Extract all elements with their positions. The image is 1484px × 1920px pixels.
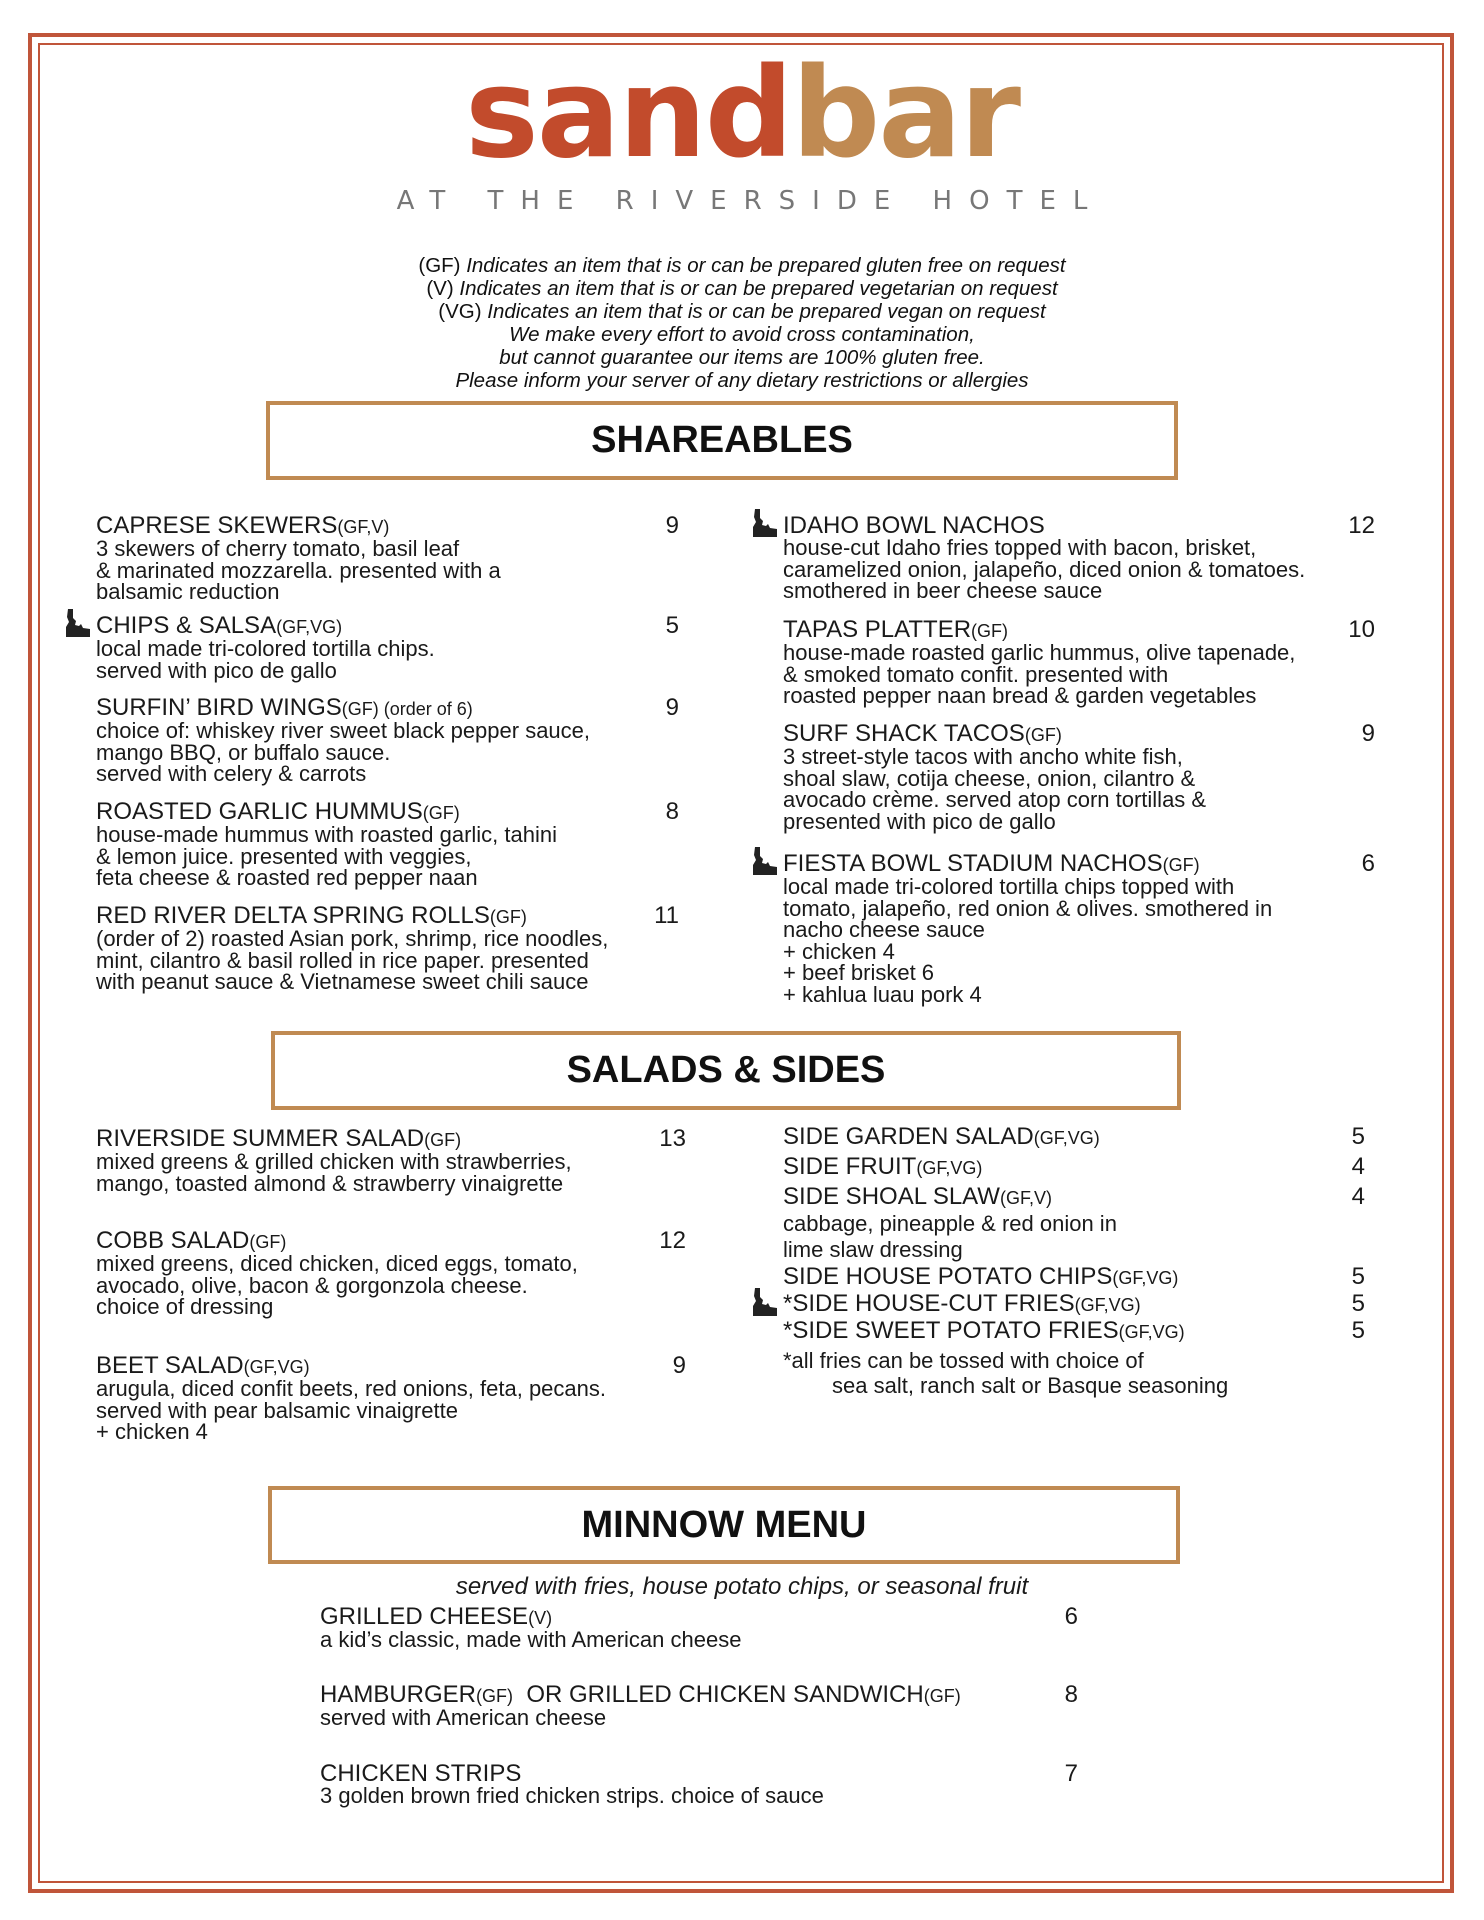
section-shareables: SHAREABLES bbox=[266, 401, 1178, 480]
item-name bbox=[96, 612, 343, 639]
item-description: + chicken 4 bbox=[96, 1419, 208, 1444]
item-description: smothered in beer cheese sauce bbox=[783, 578, 1103, 603]
item-header bbox=[96, 902, 679, 929]
item-description: a kid’s classic, made with American cheese bbox=[320, 1627, 742, 1652]
item-header bbox=[96, 1125, 686, 1152]
item-price: 12 bbox=[659, 1227, 686, 1254]
menu-item bbox=[96, 512, 679, 604]
item-description: feta cheese & roasted red pepper naan bbox=[96, 865, 478, 890]
menu-item bbox=[96, 612, 679, 683]
item-description: nacho cheese sauce bbox=[783, 917, 985, 942]
item-name bbox=[96, 512, 390, 539]
item-title: SURFIN’ BIRD WINGS bbox=[96, 694, 342, 721]
item-name bbox=[783, 1155, 982, 1180]
item-name bbox=[783, 1292, 1141, 1317]
item-title: SIDE GARDEN SALAD bbox=[783, 1123, 1034, 1150]
dietary-tag: (GF) bbox=[424, 1130, 462, 1150]
dietary-tag: (GF) bbox=[249, 1232, 287, 1252]
item-header bbox=[96, 512, 679, 539]
item-title: *SIDE HOUSE-CUT FRIES bbox=[783, 1290, 1075, 1317]
dietary-tag: (GF,VG) bbox=[243, 1357, 310, 1377]
item-title: CHIPS & SALSA bbox=[96, 612, 277, 639]
item-description: house-made roasted garlic hummus, olive tapenade, bbox=[783, 640, 1296, 665]
menu-item bbox=[320, 1603, 1078, 1652]
side-item bbox=[783, 1319, 1365, 1344]
item-name bbox=[783, 1319, 1185, 1344]
item-price: 6 bbox=[1064, 1603, 1078, 1630]
item-name bbox=[783, 512, 1045, 539]
item-title: SIDE FRUIT bbox=[783, 1153, 917, 1180]
menu-item bbox=[320, 1681, 1078, 1730]
menu-item bbox=[783, 512, 1375, 603]
item-description: + kahlua luau pork 4 bbox=[783, 981, 982, 1007]
item-title: SIDE HOUSE POTATO CHIPS bbox=[783, 1263, 1113, 1290]
menu-item bbox=[783, 850, 1375, 1007]
item-header bbox=[783, 850, 1375, 877]
item-description: mixed greens, diced chicken, diced eggs, tomato, bbox=[96, 1251, 578, 1276]
dietary-tag: (GF,V) bbox=[337, 517, 390, 537]
item-price: 9 bbox=[672, 1352, 686, 1379]
item-name bbox=[96, 1227, 287, 1254]
item-name bbox=[783, 850, 1200, 877]
item-header bbox=[96, 612, 679, 639]
item-description: lime slaw dressing bbox=[783, 1237, 963, 1262]
item-title: BEET SALAD bbox=[96, 1352, 244, 1379]
dietary-tag: (GF,V) bbox=[999, 1188, 1052, 1208]
item-description: & marinated mozzarella. presented with a bbox=[96, 557, 501, 583]
item-description: 3 golden brown fried chicken strips. choice of sauce bbox=[320, 1783, 824, 1808]
menu-item bbox=[783, 720, 1375, 834]
item-price: 8 bbox=[1064, 1681, 1078, 1708]
logo-subtitle: AT THE RIVERSIDE HOTEL bbox=[396, 186, 1105, 216]
item-price: 7 bbox=[1064, 1760, 1078, 1787]
item-title: FIESTA BOWL STADIUM NACHOS bbox=[783, 850, 1163, 877]
item-description: 3 street-style tacos with ancho white fish, bbox=[783, 744, 1183, 769]
item-header bbox=[96, 798, 679, 825]
item-price: 5 bbox=[1351, 1123, 1365, 1150]
menu-item bbox=[783, 616, 1375, 708]
item-price: 11 bbox=[654, 902, 679, 929]
item-title: COBB SALAD bbox=[96, 1227, 250, 1254]
menu-item bbox=[96, 902, 679, 994]
item-header bbox=[783, 720, 1375, 747]
item-description: tomato, jalapeño, red onion & olives. smothered in bbox=[783, 895, 1273, 921]
item-title: CAPRESE SKEWERS bbox=[96, 512, 338, 539]
idaho-icon bbox=[751, 1288, 777, 1316]
item-header bbox=[320, 1603, 1078, 1630]
item-header bbox=[320, 1760, 1078, 1787]
item-description: balsamic reduction bbox=[96, 579, 280, 604]
menu-item bbox=[96, 1227, 686, 1319]
item-price: 9 bbox=[665, 512, 679, 539]
dietary-tag: (V) bbox=[528, 1608, 553, 1628]
legend-line: (GF) Indicates an item that is or can be prepared gluten free on request bbox=[418, 254, 1066, 277]
item-description: served with celery & carrots bbox=[96, 761, 367, 786]
item-description: avocado, olive, bacon & gorgonzola cheese. bbox=[96, 1272, 528, 1298]
legend-line: Please inform your server of any dietary restrictions or allergies bbox=[455, 369, 1029, 392]
item-description: avocado crème. served atop corn tortillas & bbox=[783, 787, 1207, 812]
item-header bbox=[320, 1681, 1078, 1708]
item-description: local made tri-colored tortilla chips. bbox=[96, 636, 435, 661]
item-price: 5 bbox=[1351, 1290, 1365, 1317]
item-description: served with American cheese bbox=[320, 1705, 607, 1730]
idaho-icon bbox=[64, 609, 90, 637]
fries-note: sea salt, ranch salt or Basque seasoning bbox=[832, 1373, 1229, 1398]
item-name bbox=[783, 1125, 1100, 1150]
side-item bbox=[783, 1155, 1365, 1180]
logo-wordmark bbox=[0, 42, 1484, 186]
item-title: HAMBURGER bbox=[320, 1681, 477, 1708]
logo bbox=[0, 42, 1484, 216]
item-price: 5 bbox=[1351, 1263, 1365, 1290]
dietary-tag: (GF) bbox=[1024, 725, 1062, 745]
item-description: + chicken 4 bbox=[783, 938, 895, 964]
dietary-tag: (GF,VG) bbox=[276, 617, 343, 637]
legend-line: but cannot guarantee our items are 100% gluten free. bbox=[499, 346, 985, 369]
item-title: SURF SHACK TACOS bbox=[783, 720, 1025, 747]
dietary-tag: (GF,VG) bbox=[1074, 1295, 1141, 1315]
item-description: with peanut sauce & Vietnamese sweet chili sauce bbox=[96, 969, 589, 994]
dietary-legend bbox=[0, 254, 1484, 392]
dietary-tag: (GF,VG) bbox=[916, 1158, 983, 1178]
item-title: IDAHO BOWL NACHOS bbox=[783, 512, 1045, 539]
item-name bbox=[320, 1603, 553, 1630]
dietary-tag: (GF,VG) bbox=[1033, 1128, 1100, 1148]
logo-sand: sand bbox=[464, 42, 792, 186]
item-price: 10 bbox=[1348, 616, 1375, 643]
item-title: OR GRILLED CHICKEN SANDWICH bbox=[513, 1681, 924, 1708]
item-name bbox=[783, 1185, 1052, 1210]
idaho-icon bbox=[751, 847, 777, 875]
item-price: 9 bbox=[665, 694, 679, 721]
item-price: 4 bbox=[1351, 1153, 1365, 1180]
item-price: 12 bbox=[1348, 512, 1375, 539]
idaho-icon bbox=[751, 509, 777, 537]
item-name bbox=[320, 1760, 522, 1787]
item-description: mixed greens & grilled chicken with strawberries, bbox=[96, 1149, 572, 1174]
item-description: 3 skewers of cherry tomato, basil leaf bbox=[96, 536, 460, 561]
item-description: local made tri-colored tortilla chips topped with bbox=[783, 874, 1235, 899]
item-name bbox=[783, 1265, 1178, 1290]
item-description: house-cut Idaho fries topped with bacon, brisket, bbox=[783, 535, 1257, 560]
dietary-tag: (GF) (order of 6) bbox=[341, 699, 473, 719]
item-name bbox=[96, 798, 460, 825]
item-description: (order of 2) roasted Asian pork, shrimp, rice noodles, bbox=[96, 926, 609, 951]
legend-line: (VG) Indicates an item that is or can be prepared vegan on request bbox=[438, 300, 1046, 323]
dietary-tag: (GF) bbox=[971, 621, 1009, 641]
item-description: + beef brisket 6 bbox=[783, 960, 935, 985]
item-name bbox=[96, 1352, 310, 1379]
item-description: presented with pico de gallo bbox=[783, 808, 1056, 834]
side-item bbox=[783, 1125, 1365, 1150]
logo-bar: bar bbox=[791, 42, 1020, 186]
dietary-tag: (GF,VG) bbox=[1118, 1322, 1185, 1342]
item-price: 8 bbox=[665, 798, 679, 825]
item-title: CHICKEN STRIPS bbox=[320, 1760, 522, 1787]
item-description: arugula, diced confit beets, red onions, feta, pecans. bbox=[96, 1376, 606, 1401]
item-name bbox=[783, 720, 1062, 747]
fries-note: *all fries can be tossed with choice of bbox=[783, 1348, 1144, 1373]
item-title: ROASTED GARLIC HUMMUS bbox=[96, 798, 423, 825]
item-title: *SIDE SWEET POTATO FRIES bbox=[783, 1317, 1119, 1344]
minnow-subtitle: served with fries, house potato chips, or seasonal fruit bbox=[455, 1573, 1029, 1600]
dietary-tag: (GF) bbox=[1162, 855, 1200, 875]
dietary-tag: (GF) bbox=[923, 1686, 961, 1706]
menu-item bbox=[320, 1760, 1078, 1808]
item-description: cabbage, pineapple & red onion in bbox=[783, 1211, 1117, 1236]
legend-line: (V) Indicates an item that is or can be prepared vegetarian on request bbox=[426, 277, 1058, 300]
item-description: served with pear balsamic vinaigrette bbox=[96, 1397, 458, 1423]
section-minnow-menu: MINNOW MENU bbox=[268, 1486, 1180, 1564]
dietary-tag: (GF,VG) bbox=[1112, 1268, 1179, 1288]
dietary-tag: (GF) bbox=[489, 907, 527, 927]
item-name bbox=[96, 902, 527, 929]
section-salads-sides: SALADS & SIDES bbox=[271, 1031, 1181, 1110]
side-item bbox=[783, 1265, 1365, 1290]
item-header bbox=[783, 512, 1375, 539]
menu-item bbox=[96, 798, 679, 890]
item-name bbox=[320, 1681, 961, 1708]
item-description: choice of dressing bbox=[96, 1294, 274, 1319]
item-description: mango, toasted almond & strawberry vinaigrette bbox=[96, 1170, 564, 1196]
item-description: roasted pepper naan bread & garden vegetables bbox=[783, 683, 1257, 708]
item-price: 4 bbox=[1351, 1183, 1365, 1210]
item-description: choice of: whiskey river sweet black pepper sauce, bbox=[96, 718, 591, 743]
item-description: & lemon juice. presented with veggies, bbox=[96, 843, 472, 869]
item-title: RED RIVER DELTA SPRING ROLLS bbox=[96, 902, 490, 929]
item-name bbox=[96, 1125, 462, 1152]
item-header bbox=[783, 616, 1375, 643]
legend-line: We make every effort to avoid cross contamination, bbox=[509, 323, 975, 346]
dietary-tag: (GF) bbox=[476, 1686, 513, 1706]
item-description: & smoked tomato confit. presented with bbox=[783, 661, 1169, 687]
side-item bbox=[783, 1292, 1365, 1317]
item-price: 13 bbox=[659, 1125, 686, 1152]
item-header bbox=[96, 694, 679, 721]
item-name bbox=[783, 616, 1009, 643]
item-description: house-made hummus with roasted garlic, tahini bbox=[96, 822, 558, 847]
item-title: SIDE SHOAL SLAW bbox=[783, 1183, 1000, 1210]
item-description: shoal slaw, cotija cheese, onion, cilantro & bbox=[783, 765, 1196, 791]
item-price: 9 bbox=[1361, 720, 1375, 747]
item-description: caramelized onion, jalapeño, diced onion & tomatoes. bbox=[783, 556, 1306, 582]
item-title: GRILLED CHEESE bbox=[320, 1603, 529, 1630]
side-item bbox=[783, 1185, 1365, 1210]
menu-item bbox=[96, 1352, 686, 1444]
item-price: 5 bbox=[665, 612, 679, 639]
menu-item bbox=[96, 1125, 686, 1196]
item-price: 5 bbox=[1351, 1317, 1365, 1344]
item-header bbox=[96, 1352, 686, 1379]
item-description: mango BBQ, or buffalo sauce. bbox=[96, 739, 391, 765]
item-description: served with pico de gallo bbox=[96, 657, 337, 683]
item-title: TAPAS PLATTER bbox=[783, 616, 972, 643]
menu-item bbox=[96, 694, 679, 786]
dietary-tag: (GF) bbox=[422, 803, 460, 823]
item-header bbox=[96, 1227, 686, 1254]
item-description: mint, cilantro & basil rolled in rice paper. presented bbox=[96, 947, 589, 973]
item-title: RIVERSIDE SUMMER SALAD bbox=[96, 1125, 425, 1152]
item-name bbox=[96, 694, 473, 721]
item-price: 6 bbox=[1361, 850, 1375, 877]
